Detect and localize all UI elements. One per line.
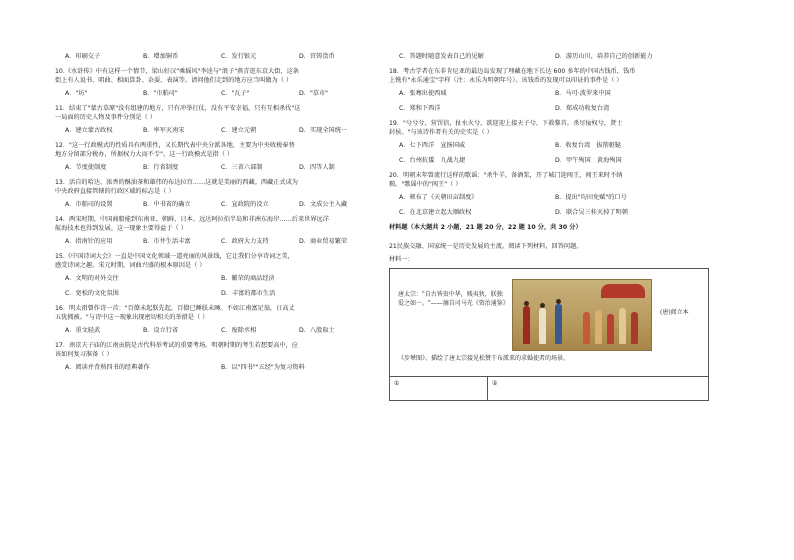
painting-figure <box>583 312 590 344</box>
question-line: 封侯。"与该诗作者有关的史实是（ ） <box>389 129 493 136</box>
question-line: 该如何复习准备（ ） <box>55 351 113 358</box>
option[interactable]: B．设立行省 <box>143 327 179 334</box>
top-options-right <box>399 52 711 61</box>
painting-figure <box>631 312 638 344</box>
material-table <box>389 268 709 401</box>
option[interactable]: D．八股取士 <box>299 327 335 334</box>
option[interactable]: C．宽松的文化氛围 <box>65 290 119 297</box>
option[interactable]: A．文明的对外交往 <box>65 275 119 282</box>
option[interactable]: C．发行银元 <box>221 53 257 60</box>
painting-image <box>512 279 652 351</box>
option[interactable]: D．游历山川，培养自己的创新能力 <box>555 53 653 60</box>
option[interactable]: C．台州抗倭 九战九捷 <box>399 157 466 164</box>
option[interactable]: D．实现全国统一 <box>299 127 348 134</box>
option[interactable]: D．联合吴三桂灭掉了明朝 <box>555 209 628 216</box>
question-stem <box>55 252 377 270</box>
question-stem <box>55 341 377 359</box>
options <box>65 326 377 335</box>
painting-figure-head <box>556 299 561 304</box>
options <box>65 89 377 98</box>
painting-author: (唐)阎立本 <box>660 309 689 316</box>
question-21: 21民族交融、国家统一是历史发展的主流。阅读下列材料，回答问题。 <box>389 243 583 250</box>
option[interactable]: A．重文轻武 <box>65 327 101 334</box>
option[interactable]: B．收复台湾 拔削驱鞑 <box>555 142 622 149</box>
painting-figure <box>607 314 614 344</box>
question-line: 中央政府直接管辖的行政区域的标志是（ ） <box>55 188 175 195</box>
question-line: 14．两宋时期，中国商船能到东南亚、朝鲜、日本、远达阿拉伯半岛和非洲东海岸……后来世界远洋 <box>55 216 329 223</box>
answer-cell-1[interactable]: ① <box>390 377 488 401</box>
question-line: 15.《中国诗词大会》一直是中国文化领域一道亮丽的风景线，它让我们分享诗词之美， <box>55 253 294 260</box>
question-stem <box>389 171 711 189</box>
painting-figure <box>539 308 546 344</box>
options <box>399 141 711 165</box>
option[interactable]: C．宣政院的设立 <box>221 201 269 208</box>
material-label: 材料一： <box>389 256 414 263</box>
options <box>65 163 377 172</box>
option[interactable]: B．"市舶司" <box>143 90 178 97</box>
option[interactable]: A．"坊" <box>65 90 88 97</box>
option[interactable]: D．甲午殉国 黄海殉国 <box>555 157 622 164</box>
options <box>65 126 377 135</box>
option[interactable]: A．指南针的应用 <box>65 238 113 245</box>
question-line: 街上有人说书、唱曲、相面算卦、杂耍、表演等。请问他们走到的地方应当叫做为（ ） <box>55 77 293 84</box>
question-stem <box>55 67 377 85</box>
option[interactable]: D．四等人制 <box>299 164 335 171</box>
option[interactable]: A．阅读并背熟四书的经典著作 <box>65 364 150 371</box>
options <box>65 363 377 372</box>
option[interactable]: D．官铸货币 <box>299 53 335 60</box>
question-stem <box>389 67 711 85</box>
option[interactable]: B．行省制度 <box>143 164 179 171</box>
option[interactable]: C．三省六部制 <box>221 164 263 171</box>
option[interactable]: D．丰富的都市生活 <box>221 290 276 297</box>
question-line: 10.《水浒传》中有这样一个情节，梁山好汉"乘摇风"李逵与"浪子"燕青逛东京大街，这条 <box>55 68 299 75</box>
option[interactable]: A．节度使制度 <box>65 164 107 171</box>
option[interactable]: C．政府大力支持 <box>221 238 269 245</box>
option[interactable]: D．文成公主入藏 <box>299 201 348 208</box>
question-line: 上镌有"永乐通宝"字样（注：永乐为明朝年号）。该钱币的发现可以印证的事件是（ ） <box>389 77 623 84</box>
top-options-left <box>65 52 377 61</box>
option[interactable]: C．答题时随意发表自己的见解 <box>399 53 484 60</box>
question-line: 13．活自的哈达、浓香的酥油茶和雄伟的布达拉宫……这就是美丽的西藏。西藏正式成为 <box>55 179 298 186</box>
option[interactable]: D．郑成功收复台湾 <box>555 105 610 112</box>
question-line: 19．"兮兮兮，营罚信，扯水火兮，欲迎迎上接天子兮，下救黎首。杀尽佞权兮，贤士 <box>389 120 623 127</box>
painting-figure-head <box>540 303 545 308</box>
option[interactable]: A．印刷交子 <box>65 53 101 60</box>
option[interactable]: B．率军灭南宋 <box>143 127 185 134</box>
painting-figure-head <box>524 301 529 306</box>
left-column <box>55 52 377 378</box>
right-column <box>389 52 711 401</box>
option[interactable]: D．商业贸易繁荣 <box>299 238 348 245</box>
material-quote: 唐太宗："自古皆贵中华，贱夷狄，朕独爱之如一。"——摘自司马光《资治通鉴》 <box>398 291 509 307</box>
question-line: 一局面的历史人物及事件分别是（ ） <box>55 114 156 121</box>
option[interactable]: B．市井生活丰富 <box>143 238 191 245</box>
section-title: 材料题（本大题共 2 小题，21 题 20 分，22 题 10 分，共 30 分） <box>389 224 582 231</box>
question-stem <box>55 178 377 196</box>
option[interactable]: C．建立元朝 <box>221 127 257 134</box>
question-stem <box>389 119 711 137</box>
question-stem <box>55 104 377 122</box>
question-line: 航海技术也得到发展。这一现象主要得益于（ ） <box>55 225 187 232</box>
question-line: 粮。"歌谣中的"闯王"（ ） <box>389 181 462 188</box>
question-line: 18．考古学者在东非肯尼亚的最边岛发现了埋藏在地下长达 600 多年的中国古钱币，钱币 <box>389 68 636 75</box>
question-line: 感受诗词之趣。宋元时期，词曲兴盛的根本原因是（ ） <box>55 262 206 269</box>
material-figure-cell <box>390 269 709 377</box>
painting-figure <box>595 310 602 344</box>
option[interactable]: A．建立蒙古政权 <box>65 127 113 134</box>
question-line: 17．南京夫子庙的江南贡院是古代科举考试的重要考场。明朝时期的考生若想要高中，应 <box>55 342 298 349</box>
option[interactable]: C．废除丞相 <box>221 327 257 334</box>
option[interactable]: A．颁布了《天朝田亩制度》 <box>399 194 478 201</box>
option[interactable]: B．增加铜币 <box>143 53 179 60</box>
option[interactable]: D．"草市" <box>299 90 329 97</box>
options <box>399 193 711 217</box>
question-stem <box>55 215 377 233</box>
question-line: 地方分留部分税办，所据权力大而不专"。这一行政模式是指（ ） <box>55 151 234 158</box>
option[interactable]: B．中书省的确立 <box>143 201 191 208</box>
answer-cell-2[interactable]: ② <box>488 377 709 401</box>
question-line: 11．结束了"蒙古草原"没有组建的地方，只有冲举打仗，没有平安幸福，只有互相杀伐"这 <box>55 105 301 112</box>
painting-caption: 《步辇图》。描绘了唐太宗接见松赞干布派来的求婚使者的场景。 <box>398 355 570 362</box>
option[interactable]: C．"瓦子" <box>221 90 250 97</box>
option[interactable]: B．马可·波罗来中国 <box>555 90 611 97</box>
question-line: 20．明朝末年曾流行这样的歌谣："杀牛羊，备酒浆，开了城门迎闯王，闯王来时不纳 <box>389 172 623 179</box>
option[interactable]: A．张骞出使西域 <box>399 90 447 97</box>
options <box>65 200 377 209</box>
option[interactable]: B．繁荣的商品经济 <box>221 275 275 282</box>
right-questions <box>389 67 711 217</box>
question-line: 五犹拥被。"与诗中这一现象出现密切相关的举措是（ ） <box>55 314 209 321</box>
painting-figure <box>555 304 562 344</box>
option[interactable]: A．市舶司的设置 <box>65 201 113 208</box>
painting-figure <box>523 306 530 344</box>
option[interactable]: A．七下西洋 宣扬国威 <box>399 142 466 149</box>
option[interactable]: B．提出"均田免赋"的口号 <box>555 194 627 201</box>
painting-figure <box>619 308 626 344</box>
painting-canopy <box>601 284 645 298</box>
question-line: 12．"这一行政模式的性质具有两重性，又长期代表中央分派各地，主要为中央收税奉替 <box>55 142 295 149</box>
question-stem <box>55 304 377 322</box>
options <box>399 89 711 113</box>
option[interactable]: C．在北京建立起大顺政权 <box>399 209 472 216</box>
left-questions <box>55 67 377 372</box>
options <box>65 274 377 298</box>
option[interactable]: C．郑和下西洋 <box>399 105 441 112</box>
option[interactable]: B．以"四书""五经"为复习资料 <box>221 364 305 371</box>
question-line: 16．明太祖曾作诗一首："百僚未起朕先起，百僚已睡朕未睡。不如江南富足翁，日高丈 <box>55 305 295 312</box>
options <box>65 237 377 246</box>
question-stem <box>55 141 377 159</box>
